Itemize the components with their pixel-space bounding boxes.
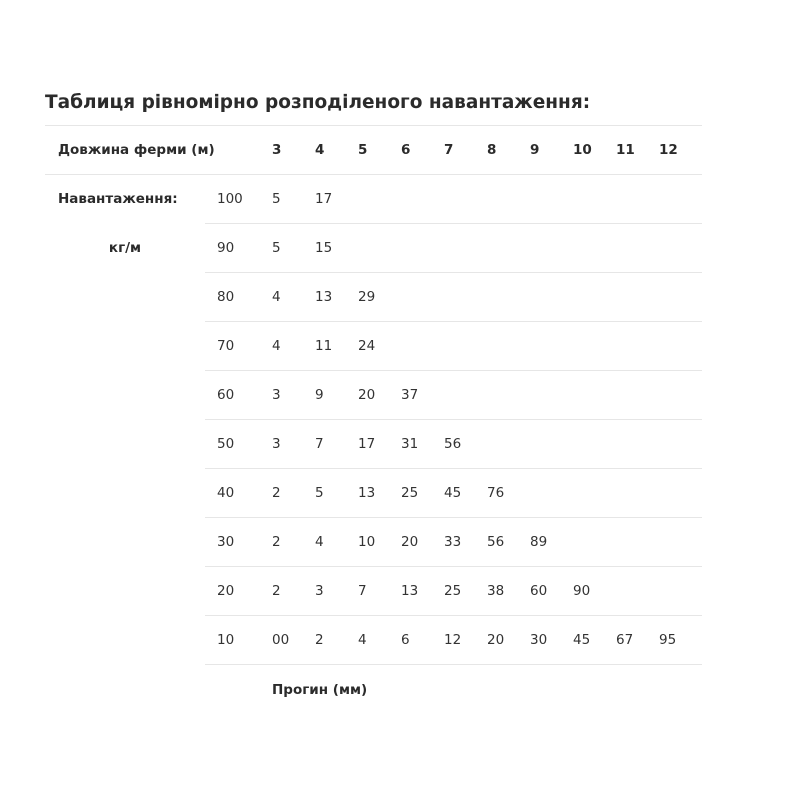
table-row xyxy=(45,567,702,616)
deflection-cell: 45 xyxy=(444,469,487,518)
deflection-cell: 95 xyxy=(659,616,702,665)
deflection-cell: 2 xyxy=(260,469,315,518)
deflection-cell: 4 xyxy=(358,616,401,665)
table-row xyxy=(45,371,702,420)
deflection-cell: 17 xyxy=(358,420,401,469)
deflection-cell xyxy=(573,322,616,371)
deflection-cell: 33 xyxy=(444,518,487,567)
deflection-cell xyxy=(487,371,530,420)
deflection-cell xyxy=(401,224,444,273)
deflection-cell xyxy=(616,371,659,420)
load-value: 80 xyxy=(205,273,260,322)
table-row xyxy=(45,616,702,665)
deflection-cell xyxy=(444,322,487,371)
deflection-cell xyxy=(530,273,573,322)
deflection-cell xyxy=(487,273,530,322)
load-value: 30 xyxy=(205,518,260,567)
deflection-cell xyxy=(530,469,573,518)
deflection-cell: 10 xyxy=(358,518,401,567)
deflection-cell xyxy=(573,469,616,518)
deflection-cell: 2 xyxy=(260,518,315,567)
deflection-cell xyxy=(530,371,573,420)
deflection-cell: 38 xyxy=(487,567,530,616)
deflection-cell xyxy=(659,469,702,518)
deflection-cell xyxy=(659,322,702,371)
load-value: 60 xyxy=(205,371,260,420)
row-label-spacer xyxy=(45,518,205,567)
column-header: 7 xyxy=(444,142,454,158)
deflection-cell: 6 xyxy=(401,616,444,665)
deflection-cell xyxy=(659,371,702,420)
deflection-cell xyxy=(659,224,702,273)
column-header: 11 xyxy=(616,142,635,158)
column-header: 5 xyxy=(358,142,368,158)
column-header: 9 xyxy=(530,142,540,158)
deflection-cell xyxy=(616,273,659,322)
footer-spacer xyxy=(205,665,260,716)
deflection-cell: 11 xyxy=(315,322,358,371)
deflection-cell: 25 xyxy=(444,567,487,616)
deflection-cell: 00 xyxy=(260,616,315,665)
deflection-cell xyxy=(659,567,702,616)
deflection-cell: 20 xyxy=(487,616,530,665)
deflection-cell xyxy=(616,518,659,567)
column-header: 6 xyxy=(401,142,411,158)
deflection-cell: 3 xyxy=(315,567,358,616)
deflection-cell: 17 xyxy=(315,191,333,207)
deflection-cell xyxy=(616,224,659,273)
column-header: 8 xyxy=(487,142,497,158)
load-value: 40 xyxy=(205,469,260,518)
header-row xyxy=(45,126,702,175)
deflection-cell: 56 xyxy=(444,420,487,469)
deflection-cell: 24 xyxy=(358,322,401,371)
deflection-cell xyxy=(530,322,573,371)
deflection-cell xyxy=(487,175,530,224)
load-value: 10 xyxy=(205,616,260,665)
deflection-cell: 5 xyxy=(272,191,281,207)
deflection-cell: 13 xyxy=(401,567,444,616)
deflection-cell: 2 xyxy=(315,616,358,665)
deflection-cell: 13 xyxy=(358,469,401,518)
row-label-spacer xyxy=(45,273,205,322)
table-row xyxy=(45,518,702,567)
load-value: 50 xyxy=(205,420,260,469)
deflection-cell xyxy=(616,175,659,224)
deflection-cell xyxy=(616,469,659,518)
deflection-cell xyxy=(444,273,487,322)
deflection-cell xyxy=(444,224,487,273)
deflection-cell: 20 xyxy=(358,371,401,420)
deflection-cell: 67 xyxy=(616,616,659,665)
deflection-cell: 13 xyxy=(315,273,358,322)
deflection-cell: 4 xyxy=(260,322,315,371)
row-label-spacer xyxy=(45,616,205,665)
deflection-cell xyxy=(616,567,659,616)
load-deflection-table xyxy=(45,125,702,715)
deflection-cell xyxy=(573,518,616,567)
column-header: 10 xyxy=(573,142,592,158)
load-label: Навантаження: xyxy=(58,191,178,208)
deflection-cell: 89 xyxy=(530,518,573,567)
deflection-cell: 3 xyxy=(260,420,315,469)
deflection-cell: 30 xyxy=(530,616,573,665)
deflection-cell: 20 xyxy=(401,518,444,567)
deflection-cell: 31 xyxy=(401,420,444,469)
deflection-cell: 37 xyxy=(401,371,444,420)
deflection-cell xyxy=(401,175,444,224)
table-row xyxy=(45,420,702,469)
deflection-cell xyxy=(573,224,616,273)
deflection-cell xyxy=(487,420,530,469)
deflection-cell xyxy=(616,420,659,469)
load-value: 100 xyxy=(217,191,243,207)
page-title: Таблиця рівномірно розподіленого навантаження: xyxy=(45,92,591,113)
deflection-cell xyxy=(530,175,573,224)
deflection-cell xyxy=(659,518,702,567)
deflection-cell: 56 xyxy=(487,518,530,567)
deflection-cell xyxy=(401,273,444,322)
deflection-cell: 76 xyxy=(487,469,530,518)
load-unit-label: кг/м xyxy=(108,240,142,256)
deflection-cell: 4 xyxy=(260,273,315,322)
deflection-cell: 5 xyxy=(315,469,358,518)
row-label-spacer xyxy=(45,371,205,420)
deflection-cell: 15 xyxy=(315,224,358,273)
deflection-cell xyxy=(573,273,616,322)
deflection-cell xyxy=(358,224,401,273)
deflection-cell xyxy=(616,322,659,371)
column-header: 12 xyxy=(659,142,678,158)
column-header: 4 xyxy=(315,142,325,158)
row-label-spacer xyxy=(45,322,205,371)
deflection-cell xyxy=(659,175,702,224)
deflection-cell xyxy=(444,175,487,224)
table-row xyxy=(45,175,702,224)
deflection-cell: 45 xyxy=(573,616,616,665)
deflection-cell: 4 xyxy=(315,518,358,567)
table-row xyxy=(45,322,702,371)
deflection-label: Прогин (мм) xyxy=(260,665,702,716)
deflection-cell: 5 xyxy=(260,224,315,273)
load-value: 20 xyxy=(205,567,260,616)
deflection-cell xyxy=(530,420,573,469)
table-row xyxy=(45,224,702,273)
deflection-cell: 3 xyxy=(260,371,315,420)
row-label-spacer xyxy=(45,567,205,616)
deflection-cell xyxy=(573,420,616,469)
deflection-cell xyxy=(401,322,444,371)
deflection-cell xyxy=(659,420,702,469)
truss-length-label: Довжина ферми (м) xyxy=(58,142,215,158)
deflection-cell: 29 xyxy=(358,273,401,322)
footer-row xyxy=(45,665,702,716)
table-row xyxy=(45,273,702,322)
deflection-cell: 25 xyxy=(401,469,444,518)
deflection-cell xyxy=(358,175,401,224)
deflection-cell xyxy=(659,273,702,322)
deflection-cell: 12 xyxy=(444,616,487,665)
row-label-spacer xyxy=(45,420,205,469)
load-value: 70 xyxy=(205,322,260,371)
column-header: 3 xyxy=(272,142,282,158)
deflection-cell: 7 xyxy=(358,567,401,616)
row-label-spacer xyxy=(45,469,205,518)
deflection-cell xyxy=(573,371,616,420)
load-value: 90 xyxy=(205,224,260,273)
deflection-cell: 7 xyxy=(315,420,358,469)
deflection-cell: 60 xyxy=(530,567,573,616)
deflection-cell xyxy=(444,371,487,420)
deflection-cell: 9 xyxy=(315,371,358,420)
deflection-cell xyxy=(487,322,530,371)
deflection-cell xyxy=(573,175,616,224)
deflection-cell xyxy=(487,224,530,273)
deflection-cell xyxy=(530,224,573,273)
footer-spacer xyxy=(45,665,205,716)
deflection-cell: 90 xyxy=(573,567,616,616)
deflection-cell: 2 xyxy=(260,567,315,616)
table-row xyxy=(45,469,702,518)
